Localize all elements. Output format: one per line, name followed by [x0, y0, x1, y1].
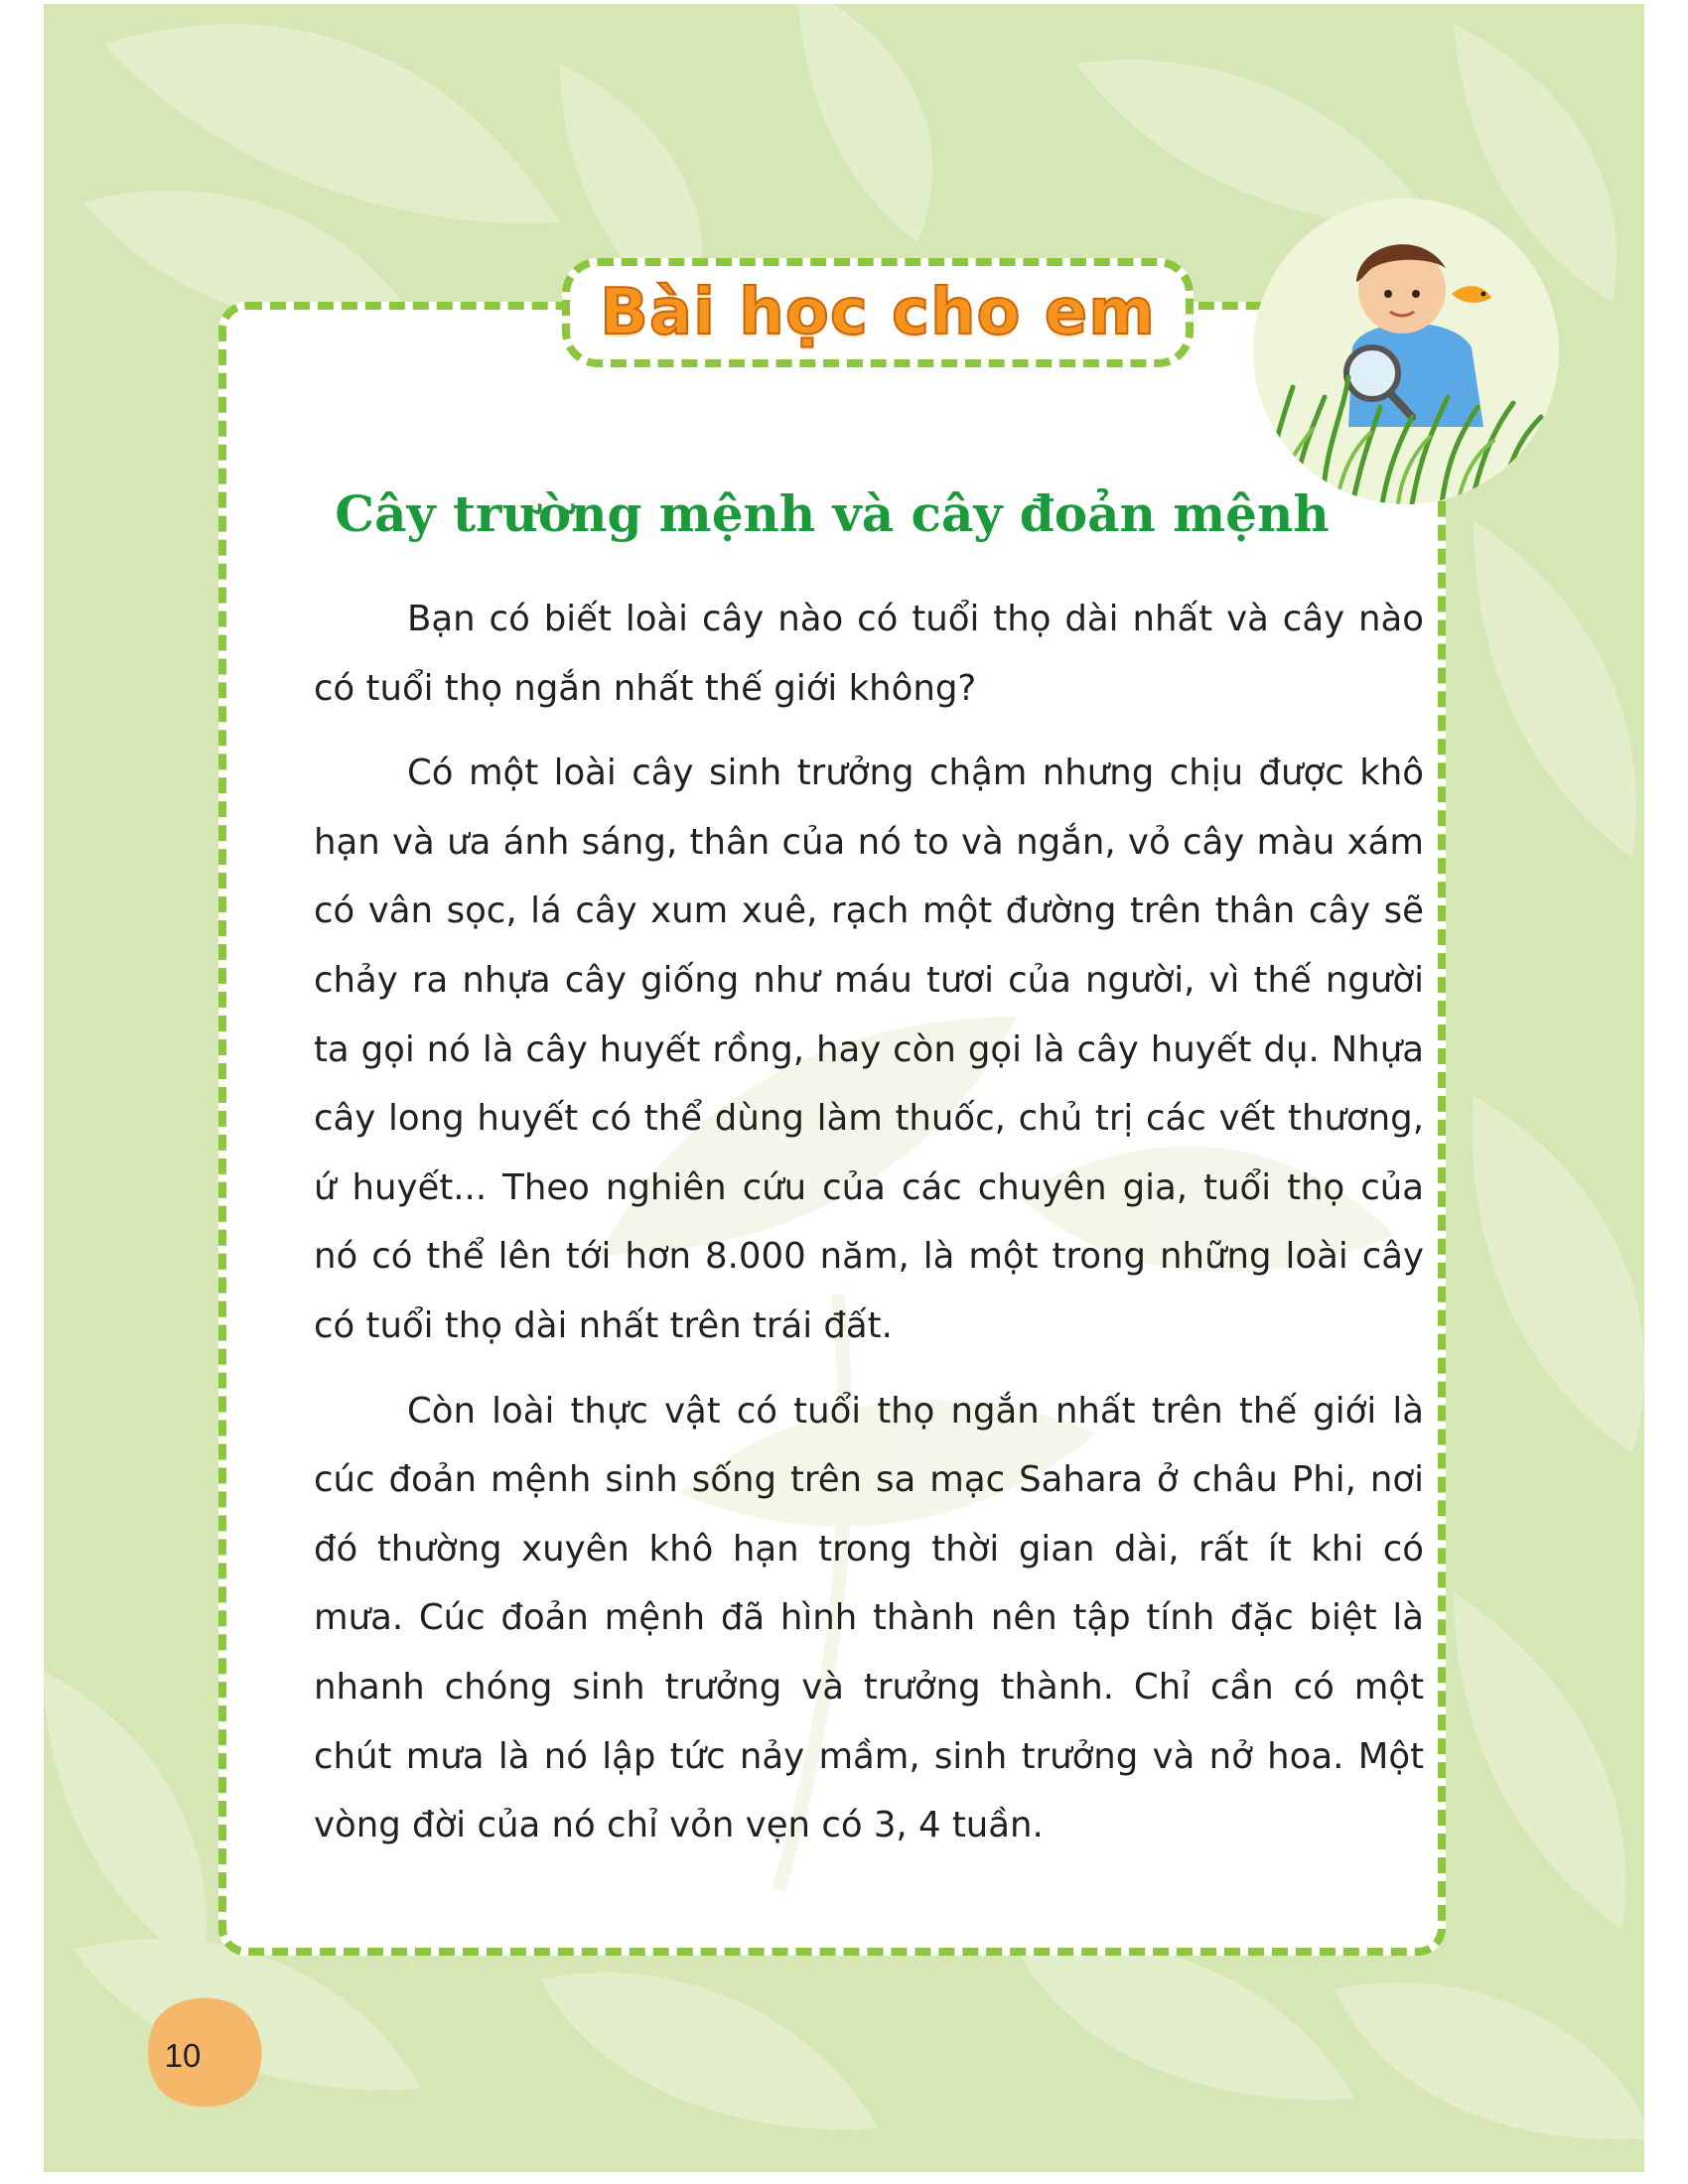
boy-magnifying-glass-illustration	[1253, 199, 1559, 504]
paragraph: Có một loài cây sinh trưởng chậm nhưng chịu được khô hạn và ưa ánh sáng, thân của nó to và ngắn, vỏ cây màu xám có vân sọc, lá cây xum xuê, rạch một đường trên thân cây sẽ chảy ra nhựa cây giống như máu tươi của người, vì thế người ta gọi nó là cây huyết rồng, hay còn gọi là cây huyết dụ. Nhựa cây long huyết có thể dùng làm thuốc, chủ trị các vết thương, ứ huyết... Theo nghiên cứu của các chuyên gia, tuổi thọ của nó có thể lên tới hơn 8.000 năm, là một trong những loài cây có tuổi thọ dài nhất trên trái đất.	[314, 752, 1424, 1346]
paragraph: Còn loài thực vật có tuổi thọ ngắn nhất trên thế giới là cúc đoản mệnh sinh sống trên sa mạc Sahara ở châu Phi, nơi đó thường xuyên khô hạn trong thời gian dài, rất ít khi có mưa. Cúc đoản mệnh đã hình thành nên tập tính đặc biệt là nhanh chóng sinh trưởng và trưởng thành. Chỉ cần có một chút mưa là nó lập tức nảy mầm, sinh trưởng và nở hoa. Một vòng đời của nó chỉ vỏn vẹn có 3, 4 tuần.	[314, 1390, 1424, 1846]
article-body	[314, 585, 1424, 1876]
page-background	[44, 4, 1644, 2172]
section-label-pill	[562, 258, 1194, 367]
section-label: Bài học cho em	[600, 276, 1156, 349]
paragraph: Bạn có biết loài cây nào có tuổi thọ dài nhất và cây nào có tuổi thọ ngắn nhất thế giới không?	[314, 599, 1424, 709]
article-title: Cây trường mệnh và cây đoản mệnh	[335, 484, 1330, 543]
page-number: 10	[164, 2037, 202, 2074]
